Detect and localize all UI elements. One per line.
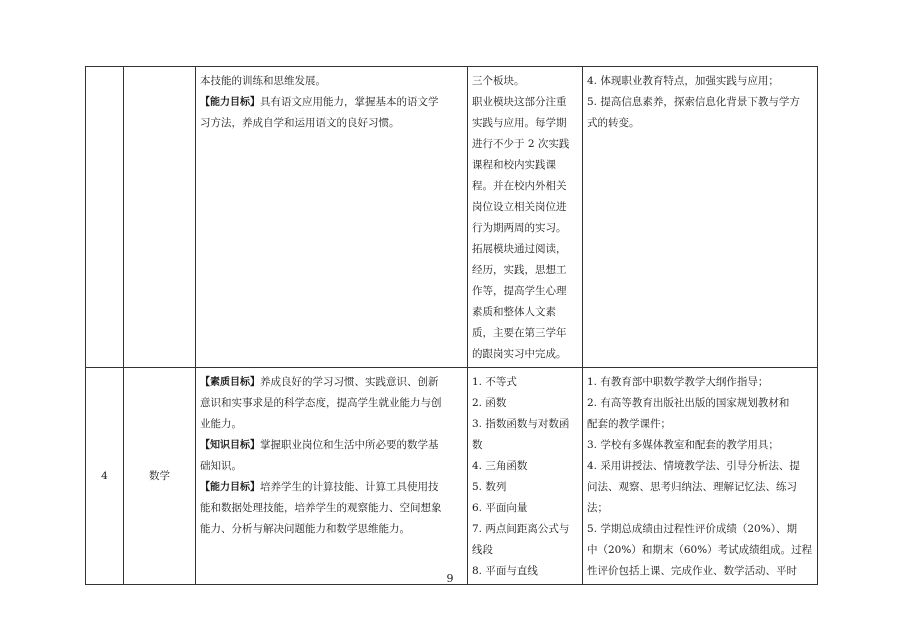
requirement-line: 法； [587,502,608,514]
content-line: 的跟岗实习中完成。 [472,348,567,360]
course-goals-cell [196,368,468,585]
requirement-line: 中（20%）和期末（60%）考试成绩组成。过程 [587,544,813,556]
teaching-requirements-cell [583,368,818,585]
page-number: 9 [446,572,454,585]
content-line: 素质和整体人文素 [472,306,556,318]
requirement-line: 3. 学校有多媒体教室和配套的教学用具； [587,439,779,451]
requirement-line: 性评价包括上课、完成作业、数学活动、平时 [587,565,797,577]
content-line: 5. 数列 [472,481,507,493]
table-row [86,368,818,585]
course-goals-cell [196,67,468,368]
content-line: 4. 三角函数 [472,460,528,472]
goal-text-line: 习方法，养成自学和运用语文的良好习惯。 [200,117,400,129]
requirement-line: 问法、观察、思考归纳法、理解记忆法、练习 [587,481,797,493]
requirement-line: 2. 有高等教育出版社出版的国家规划教材和 [587,397,790,409]
row-number-cell: 4 [86,368,124,585]
goal-text-line: 业能力。 [200,418,242,430]
requirement-line: 1. 有教育部中职数学教学大纲作指导； [587,376,769,388]
goal-heading: 【素质目标】 [200,377,260,388]
goal-heading: 【能力目标】 [200,482,260,493]
requirement-line: 配套的教学课件； [587,418,671,430]
content-line: 经历，实践，思想工 [472,264,567,276]
content-line: 1. 不等式 [472,376,517,388]
content-line: 拓展模块通过阅读， [472,243,567,255]
course-content-cell [468,368,583,585]
content-line: 职业模块这部分注重 [472,96,567,108]
curriculum-table [85,66,818,585]
subject-name-cell [124,67,196,368]
teaching-requirements-cell [583,67,818,368]
content-line: 线段 [472,544,493,556]
course-content-cell [468,67,583,368]
content-line: 6. 平面向量 [472,502,528,514]
goal-text-line: 能力、分析与解决问题能力和数学思维能力。 [200,523,410,535]
goal-text-line: 本技能的训练和思维发展。 [200,75,326,87]
requirement-line: 4. 采用讲授法、情境教学法、引导分析法、提 [587,460,800,472]
content-line: 数 [472,439,483,451]
goal-text-line: 意识和实事求是的科学态度，提高学生就业能力与创 [200,397,442,409]
content-line: 实践与应用。每学期 [472,117,567,129]
table-row [86,67,818,368]
content-line: 三个板块。 [472,75,525,87]
goal-text-line: 【素质目标】养成良好的学习习惯、实践意识、创新 [200,376,439,388]
goal-text-line: 础知识。 [200,460,242,472]
content-line: 作等，提高学生心理 [472,285,567,297]
content-line: 质，主要在第三学年 [472,327,567,339]
content-line: 课程和校内实践课 [472,159,556,171]
goal-heading: 【能力目标】 [200,97,260,108]
requirement-line: 4. 体现职业教育特点，加强实践与应用； [587,75,779,87]
goal-heading: 【知识目标】 [200,440,260,451]
content-line: 7. 两点间距离公式与 [472,523,570,535]
requirement-line: 5. 学期总成绩由过程性评价成绩（20%）、期 [587,523,797,535]
goal-text-line: 【能力目标】培养学生的计算技能、计算工具使用技 [200,481,439,493]
requirement-line: 式的转变。 [587,117,640,129]
content-line: 3. 指数函数与对数函 [472,418,570,430]
requirement-line: 5. 提高信息素养，探索信息化背景下教与学方 [587,96,800,108]
subject-name-cell: 数学 [124,368,196,585]
goal-text-line: 【知识目标】掌握职业岗位和生活中所必要的数学基 [200,439,439,451]
content-line: 行为期两周的实习。 [472,222,567,234]
content-line: 进行不少于 2 次实践 [472,138,570,150]
goal-text-line: 能和数据处理技能，培养学生的观察能力、空间想象 [200,502,442,514]
row-number-cell [86,67,124,368]
content-line: 岗位设立相关岗位进 [472,201,567,213]
content-line: 程。并在校内外相关 [472,180,567,192]
content-line: 2. 函数 [472,397,507,409]
content-line: 8. 平面与直线 [472,565,538,577]
goal-text-line: 【能力目标】具有语文应用能力，掌握基本的语文学 [200,96,439,108]
